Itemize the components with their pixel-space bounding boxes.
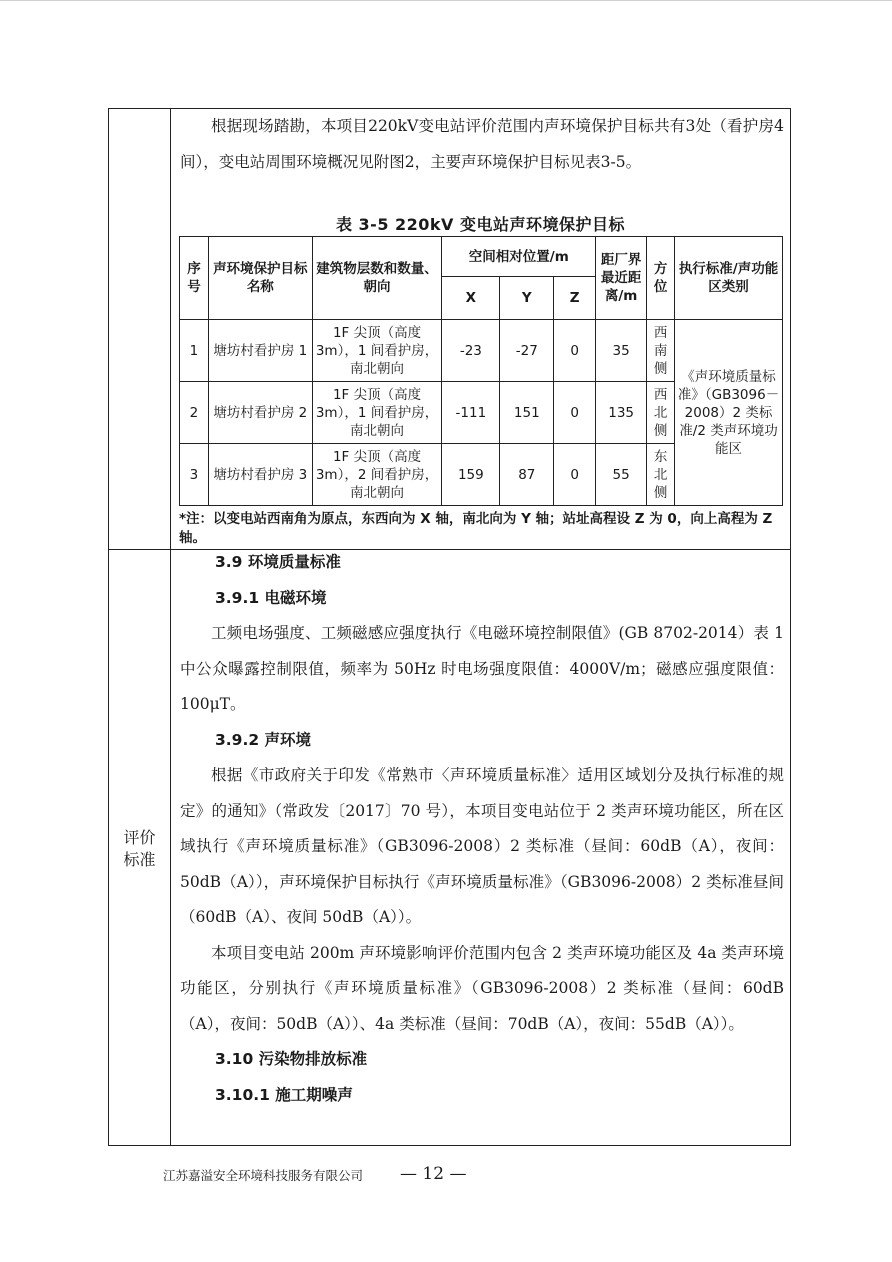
cell-direction: 东北侧	[647, 444, 675, 506]
paragraph-noise-2: 本项目变电站 200m 声环境影响评价范围内包含 2 类声环境功能区及 4a 类声环境功能区，分别执行《声环境质量标准》（GB3096-2008）2 类标准（昼间：60dB（A），夜间：50dB（A））、4a 类标准（昼间：70dB（A），夜间：55dB（A））。	[180, 943, 784, 1033]
noise-target-table	[179, 236, 783, 506]
cell-y: 87	[500, 444, 554, 506]
cell-direction: 西南侧	[647, 320, 675, 382]
table-caption: 表 3-5 220kV 变电站声环境保护目标	[335, 215, 626, 234]
standards-section	[180, 545, 784, 1113]
row-label-standards	[109, 827, 170, 871]
cell-building: 1F 尖顶（高度 3m），1 间看护房，南北朝向	[312, 382, 442, 444]
heading-3-9-1: 3.9.1 电磁环境	[215, 588, 327, 607]
cell-distance: 55	[596, 444, 647, 506]
cell-name: 塘坊村看护房 1	[208, 320, 312, 382]
header-x: X	[442, 277, 500, 320]
cell-x: 159	[442, 444, 500, 506]
column-divider	[170, 109, 171, 1145]
cell-z: 0	[554, 320, 596, 382]
header-standard: 执行标准/声功能区类别	[675, 237, 783, 320]
cell-z: 0	[554, 444, 596, 506]
header-distance: 距厂界最近距离/m	[596, 237, 647, 320]
cell-y: 151	[500, 382, 554, 444]
content-frame	[108, 108, 791, 1146]
cell-x: -23	[442, 320, 500, 382]
cell-name: 塘坊村看护房 3	[208, 444, 312, 506]
row-label-line: 标准	[123, 850, 156, 869]
heading-3-10-1: 3.10.1 施工期噪声	[215, 1085, 353, 1104]
cell-x: -111	[442, 382, 500, 444]
cell-building: 1F 尖顶（高度 3m），1 间看护房，南北朝向	[312, 320, 442, 382]
table-header-row	[180, 237, 783, 277]
header-seq: 序号	[180, 237, 209, 320]
table-note: *注：以变电站西南角为原点，东西向为 X 轴，南北向为 Y 轴；站址高程设 Z 为 0，向上高程为 Z 轴。	[179, 511, 773, 546]
heading-3-9: 3.9 环境质量标准	[215, 553, 341, 571]
cell-seq: 3	[180, 444, 209, 506]
paragraph-noise-1: 根据《市政府关于印发《常熟市〈声环境质量标准〉适用区域划分及执行标准的规定》的通知》（常政发〔2017〕70 号），本项目变电站位于 2 类声环境功能区，所在区域执行《声环境质量标准》（GB3096-2008）2 类标准（昼间：60dB（A），夜间：50dB（A）），声环境保护目标执行《声环境质量标准》（GB3096-2008）2 类标准昼间（60dB（A）、夜间 50dB（A））。	[180, 766, 784, 926]
cell-seq: 2	[180, 382, 209, 444]
cell-distance: 135	[596, 382, 647, 444]
row-label-line: 评价	[123, 828, 156, 847]
intro-section	[180, 109, 784, 180]
cell-building: 1F 尖顶（高度 3m），2 间看护房，南北朝向	[312, 444, 442, 506]
header-z: Z	[554, 277, 596, 320]
cell-standard: 《声环境质量标准》（GB3096－2008）2 类标准/2 类声环境功能区	[675, 320, 783, 506]
cell-direction: 西北侧	[647, 382, 675, 444]
paragraph-electromagnetic: 工频电场强度、工频磁感应强度执行《电磁环境控制限值》(GB 8702-2014）表 1 中公众曝露控制限值，频率为 50Hz 时电场强度限值：4000V/m；磁感应强度限值：100μT。	[180, 624, 784, 713]
heading-3-9-2: 3.9.2 声环境	[215, 730, 312, 749]
cell-z: 0	[554, 382, 596, 444]
header-name: 声环境保护目标名称	[208, 237, 312, 320]
cell-y: -27	[500, 320, 554, 382]
header-direction: 方位	[647, 237, 675, 320]
intro-paragraph: 根据现场踏勘，本项目220kV变电站评价范围内声环境保护目标共有3处（看护房4间），变电站周围环境概况见附图2，主要声环境保护目标见表3-5。	[180, 117, 784, 171]
header-position: 空间相对位置/m	[442, 237, 596, 277]
cell-name: 塘坊村看护房 2	[208, 382, 312, 444]
header-building: 建筑物层数和数量、朝向	[312, 237, 442, 320]
cell-seq: 1	[180, 320, 209, 382]
header-y: Y	[500, 277, 554, 320]
table-row	[180, 320, 783, 382]
page-number: — 12 —	[400, 1164, 467, 1184]
footer-company: 江苏嘉溢安全环境科技服务有限公司	[163, 1168, 364, 1183]
cell-distance: 35	[596, 320, 647, 382]
top-border-line	[0, 0, 892, 1]
heading-3-10: 3.10 污染物排放标准	[215, 1050, 368, 1068]
